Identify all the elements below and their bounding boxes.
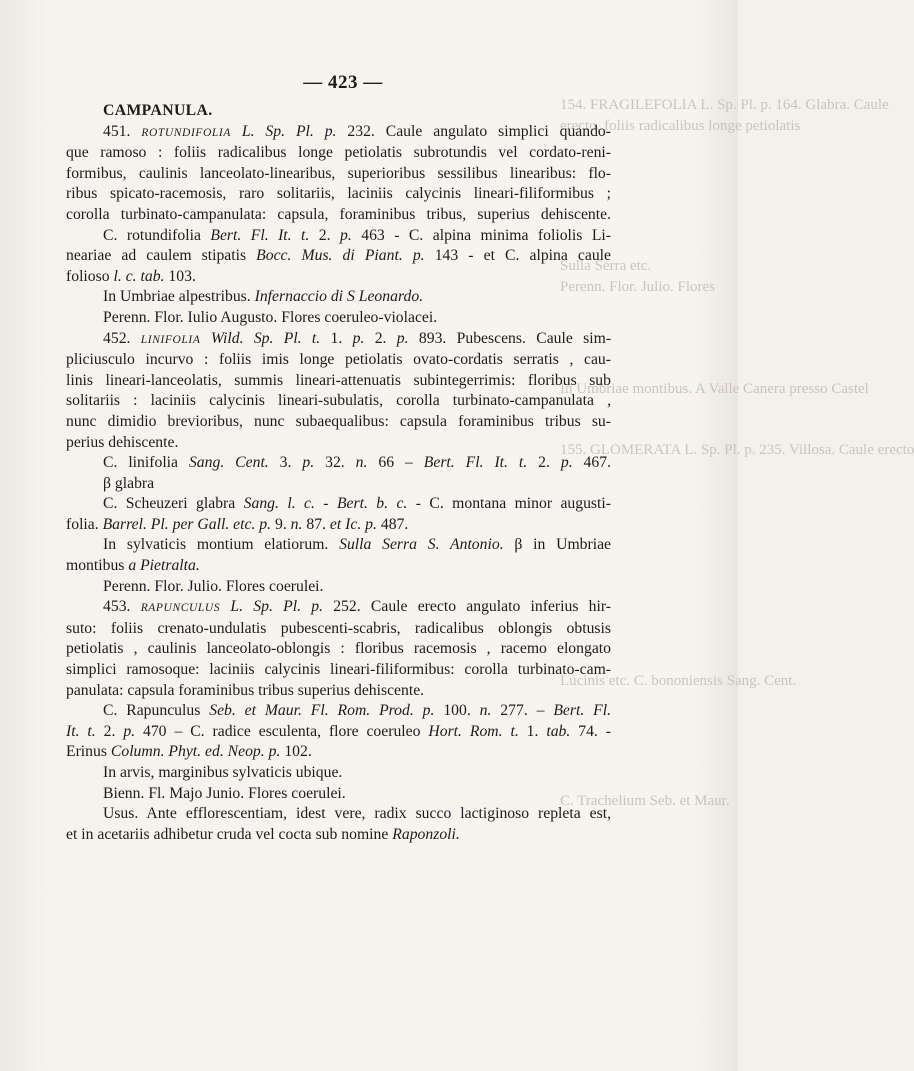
text-line: suto: foliis crenato-undulatis pubescenti-scabris, radicalibus oblongis obtusis (66, 619, 611, 637)
text-line: β glabra (103, 474, 155, 492)
ghost-line: Lucinis etc. C. bononiensis Sang. Cent. (560, 672, 797, 689)
text-line: linis lineari-lanceolatis, summis lineari-attenuatis subintegerrimis: floribus sub (66, 371, 611, 389)
text-line: montibus a Pietralta. (66, 557, 200, 575)
ghost-line: Sulla Serra etc. (560, 258, 652, 275)
text-line: C. linifolia Sang. Cent. 3. p. 32. n. 66 – Bert. Fl. It. t. 2. p. 467. (103, 454, 612, 472)
text-line: corolla turbinato-campanulata: capsula, foraminibus tribus, superius dehiscente. (66, 205, 611, 223)
text-line: nunc dimidio brevioribus, nunc subaequalibus: capsula foraminibus tribus su- (66, 412, 611, 430)
text-line: simplici ramosoque: laciniis calycinis lineari-filiformibus: corolla turbinato-cam- (66, 661, 611, 679)
text-line: et in acetariis adhibetur cruda vel cocta sub nomine Raponzoli. (66, 825, 460, 843)
text-line: Bienn. Fl. Majo Junio. Flores coerulei. (103, 784, 346, 802)
ghost-line: Perenn. Flor. Julio. Flores (560, 278, 716, 295)
text-line: pliciusculo incurvo : foliis imis longe petiolatis ovato-cordatis serratis , cau- (66, 351, 611, 369)
text-line: petiolatis , caulinis lanceolato-oblongis : floribus racemosis , racemo elongato (66, 640, 611, 658)
text-line: Perenn. Flor. Iulio Augusto. Flores coeruleo-violacei. (103, 308, 438, 326)
text-line: 452. LINIFOLIA Wild. Sp. Pl. t. 1. p. 2. p. 893. Pubescens. Caule sim- (103, 329, 612, 347)
ghost-line: erecto, foliis radicalibus longe petiolatis (560, 117, 801, 134)
text-line: perius dehiscente. (66, 433, 179, 451)
text-line: formibus, caulinis lanceolato-linearibus, superioribus sessilibus linearibus: flo- (66, 164, 611, 182)
text-line: Perenn. Flor. Julio. Flores coerulei. (103, 577, 324, 595)
text-line: C. Rapunculus Seb. et Maur. Fl. Rom. Prod. p. 100. n. 277. – Bert. Fl. (103, 702, 611, 720)
ghost-line: C. Trachelium Seb. et Maur. (560, 793, 730, 810)
text-line: folioso l. c. tab. 103. (66, 267, 196, 285)
genus-heading: CAMPANULA. (103, 102, 213, 119)
text-line: C. rotundifolia Bert. Fl. It. t. 2. p. 463 - C. alpina minima foliolis Li- (103, 226, 611, 244)
text-line: In Umbriae alpestribus. Infernaccio di S Leonardo. (103, 288, 424, 306)
text-line: panulata: capsula foraminibus tribus superius dehiscente. (66, 681, 425, 699)
text-line: 453. RAPUNCULUS L. Sp. Pl. p. 252. Caule erecto angulato inferius hir- (103, 598, 611, 616)
text-line: In arvis, marginibus sylvaticis ubique. (103, 764, 343, 781)
ghost-line: 155. GLOMERATA L. Sp. Pl. p. 235. Villosa. Caule erecto (560, 441, 914, 458)
text-line: solitariis : laciniis calycinis lineari-subulatis, corolla turbinato-campanulata , (66, 392, 611, 410)
species-name: RAPUNCULUS (140, 602, 221, 615)
text-line: In sylvaticis montium elatiorum. Sulla Serra S. Antonio. β in Umbriae (103, 536, 612, 554)
species-name: LINIFOLIA (140, 333, 201, 346)
text-line: folia. Barrel. Pl. per Gall. etc. p. 9. n. 87. et Ic. p. 487. (66, 515, 409, 533)
text-line: que ramoso : foliis radicalibus longe petiolatis subrotundis vel cordato-reni- (66, 144, 611, 162)
ghost-line: 154. FRAGILEFOLIA L. Sp. Pl. p. 164. Glabra. Caule (560, 97, 889, 113)
text-line: ribus spicato-racemosis, raro solitariis, laciniis calycinis lineari-filiformibus ; (66, 185, 611, 203)
text-line: Usus. Ante efflorescentiam, idest vere, radix succo lactiginoso repleta est, (103, 805, 611, 823)
ghost-line: In Umbriae montibus. A Valle Canera presso Castel (560, 381, 869, 398)
text-line: C. Scheuzeri glabra Sang. l. c. - Bert. b. c. - C. montana minor augusti- (103, 495, 611, 513)
page-number: — 423 — (303, 72, 383, 93)
species-name: ROTUNDIFOLIA (141, 126, 231, 139)
text-line: Erinus Column. Phyt. ed. Neop. p. 102. (66, 743, 312, 761)
body-text (66, 101, 611, 845)
text-line: neariae ad caulem stipatis Bocc. Mus. di Piant. p. 143 - et C. alpina caule (66, 247, 612, 265)
text-line: It. t. 2. p. 470 – C. radice esculenta, flore coeruleo Hort. Rom. t. 1. tab. 74. - (66, 722, 611, 740)
text-line: 451. ROTUNDIFOLIA L. Sp. Pl. p. 232. Caule angulato simplici quando- (103, 122, 612, 140)
